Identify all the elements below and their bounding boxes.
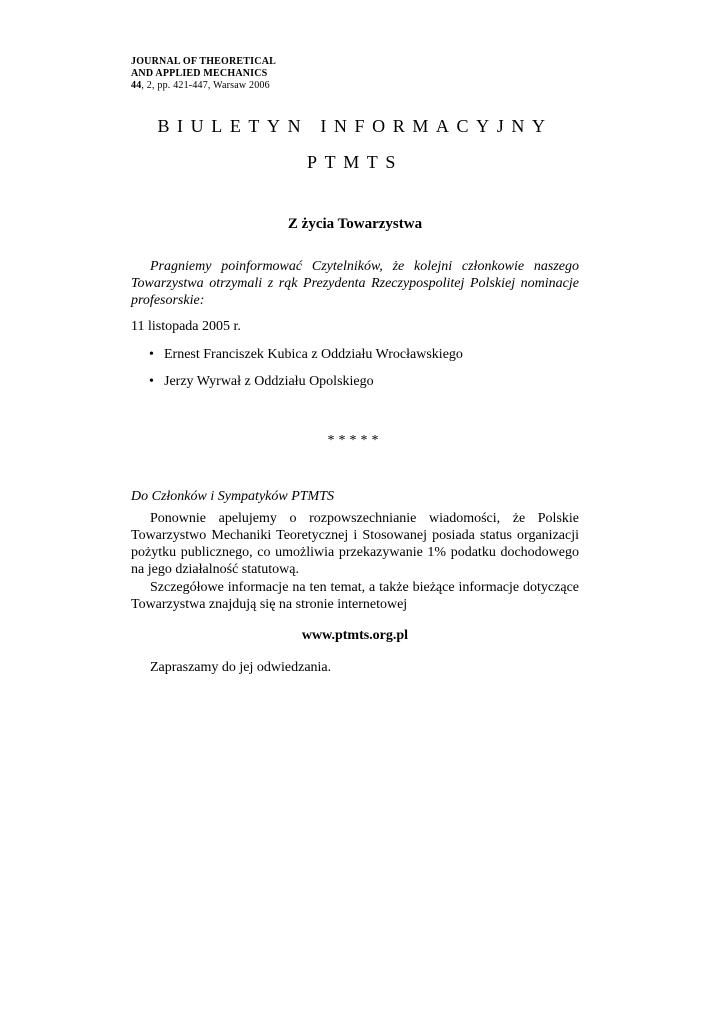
journal-header xyxy=(131,56,276,92)
nominee-list xyxy=(131,346,463,400)
list-item xyxy=(131,373,463,400)
nomination-date: 11 listopada 2005 r. xyxy=(131,319,241,334)
bulletin-subtitle: PTMTS xyxy=(306,152,404,172)
bulletin-title: BIULETYN INFORMACYJNY xyxy=(157,116,553,136)
website-address: www.ptmts.org.pl xyxy=(301,628,409,643)
appeal-paragraph: Ponownie apelujemy o rozpowszechnianie wiadomości, że Polskie Towarzystwo Mechaniki Teoretycznej i Stosowanej posiada status organizacji pożytku publicznego, co umożliwia przekazywanie 1% podatku dochodowego na jego działalność statutową. xyxy=(131,511,579,577)
closing-line: Zapraszamy do jej odwiedzania. xyxy=(150,660,332,675)
nominee-name: Jerzy Wyrwał z Oddziału Opolskiego xyxy=(164,374,374,389)
appeal-heading: Do Członków i Sympatyków PTMTS xyxy=(131,489,334,504)
bullet-icon: • xyxy=(149,374,154,389)
journal-name-line1: JOURNAL OF THEORETICAL xyxy=(131,56,276,67)
info-paragraph: Szczegółowe informacje na ten temat, a także bieżące informacje dotyczące Towarzystwa znajdują się na stronie internetowej xyxy=(131,580,579,612)
section-heading: Z życia Towarzystwa xyxy=(287,216,423,232)
journal-name-line2: AND APPLIED MECHANICS xyxy=(131,68,268,79)
section-separator: ***** xyxy=(327,433,383,448)
journal-reference xyxy=(131,80,276,92)
bullet-icon: • xyxy=(149,347,154,362)
journal-reference-details: , 2, pp. 421-447, Warsaw 2006 xyxy=(141,80,270,91)
intro-paragraph: Pragniemy poinformować Czytelników, że kolejni członkowie naszego Towarzystwa otrzymali z rąk Prezydenta Rzeczypospolitej Polskiej nominacje profesorskie: xyxy=(131,259,579,308)
journal-volume: 44 xyxy=(131,80,142,91)
nominee-name: Ernest Franciszek Kubica z Oddziału Wrocławskiego xyxy=(164,347,463,362)
list-item xyxy=(131,346,463,373)
